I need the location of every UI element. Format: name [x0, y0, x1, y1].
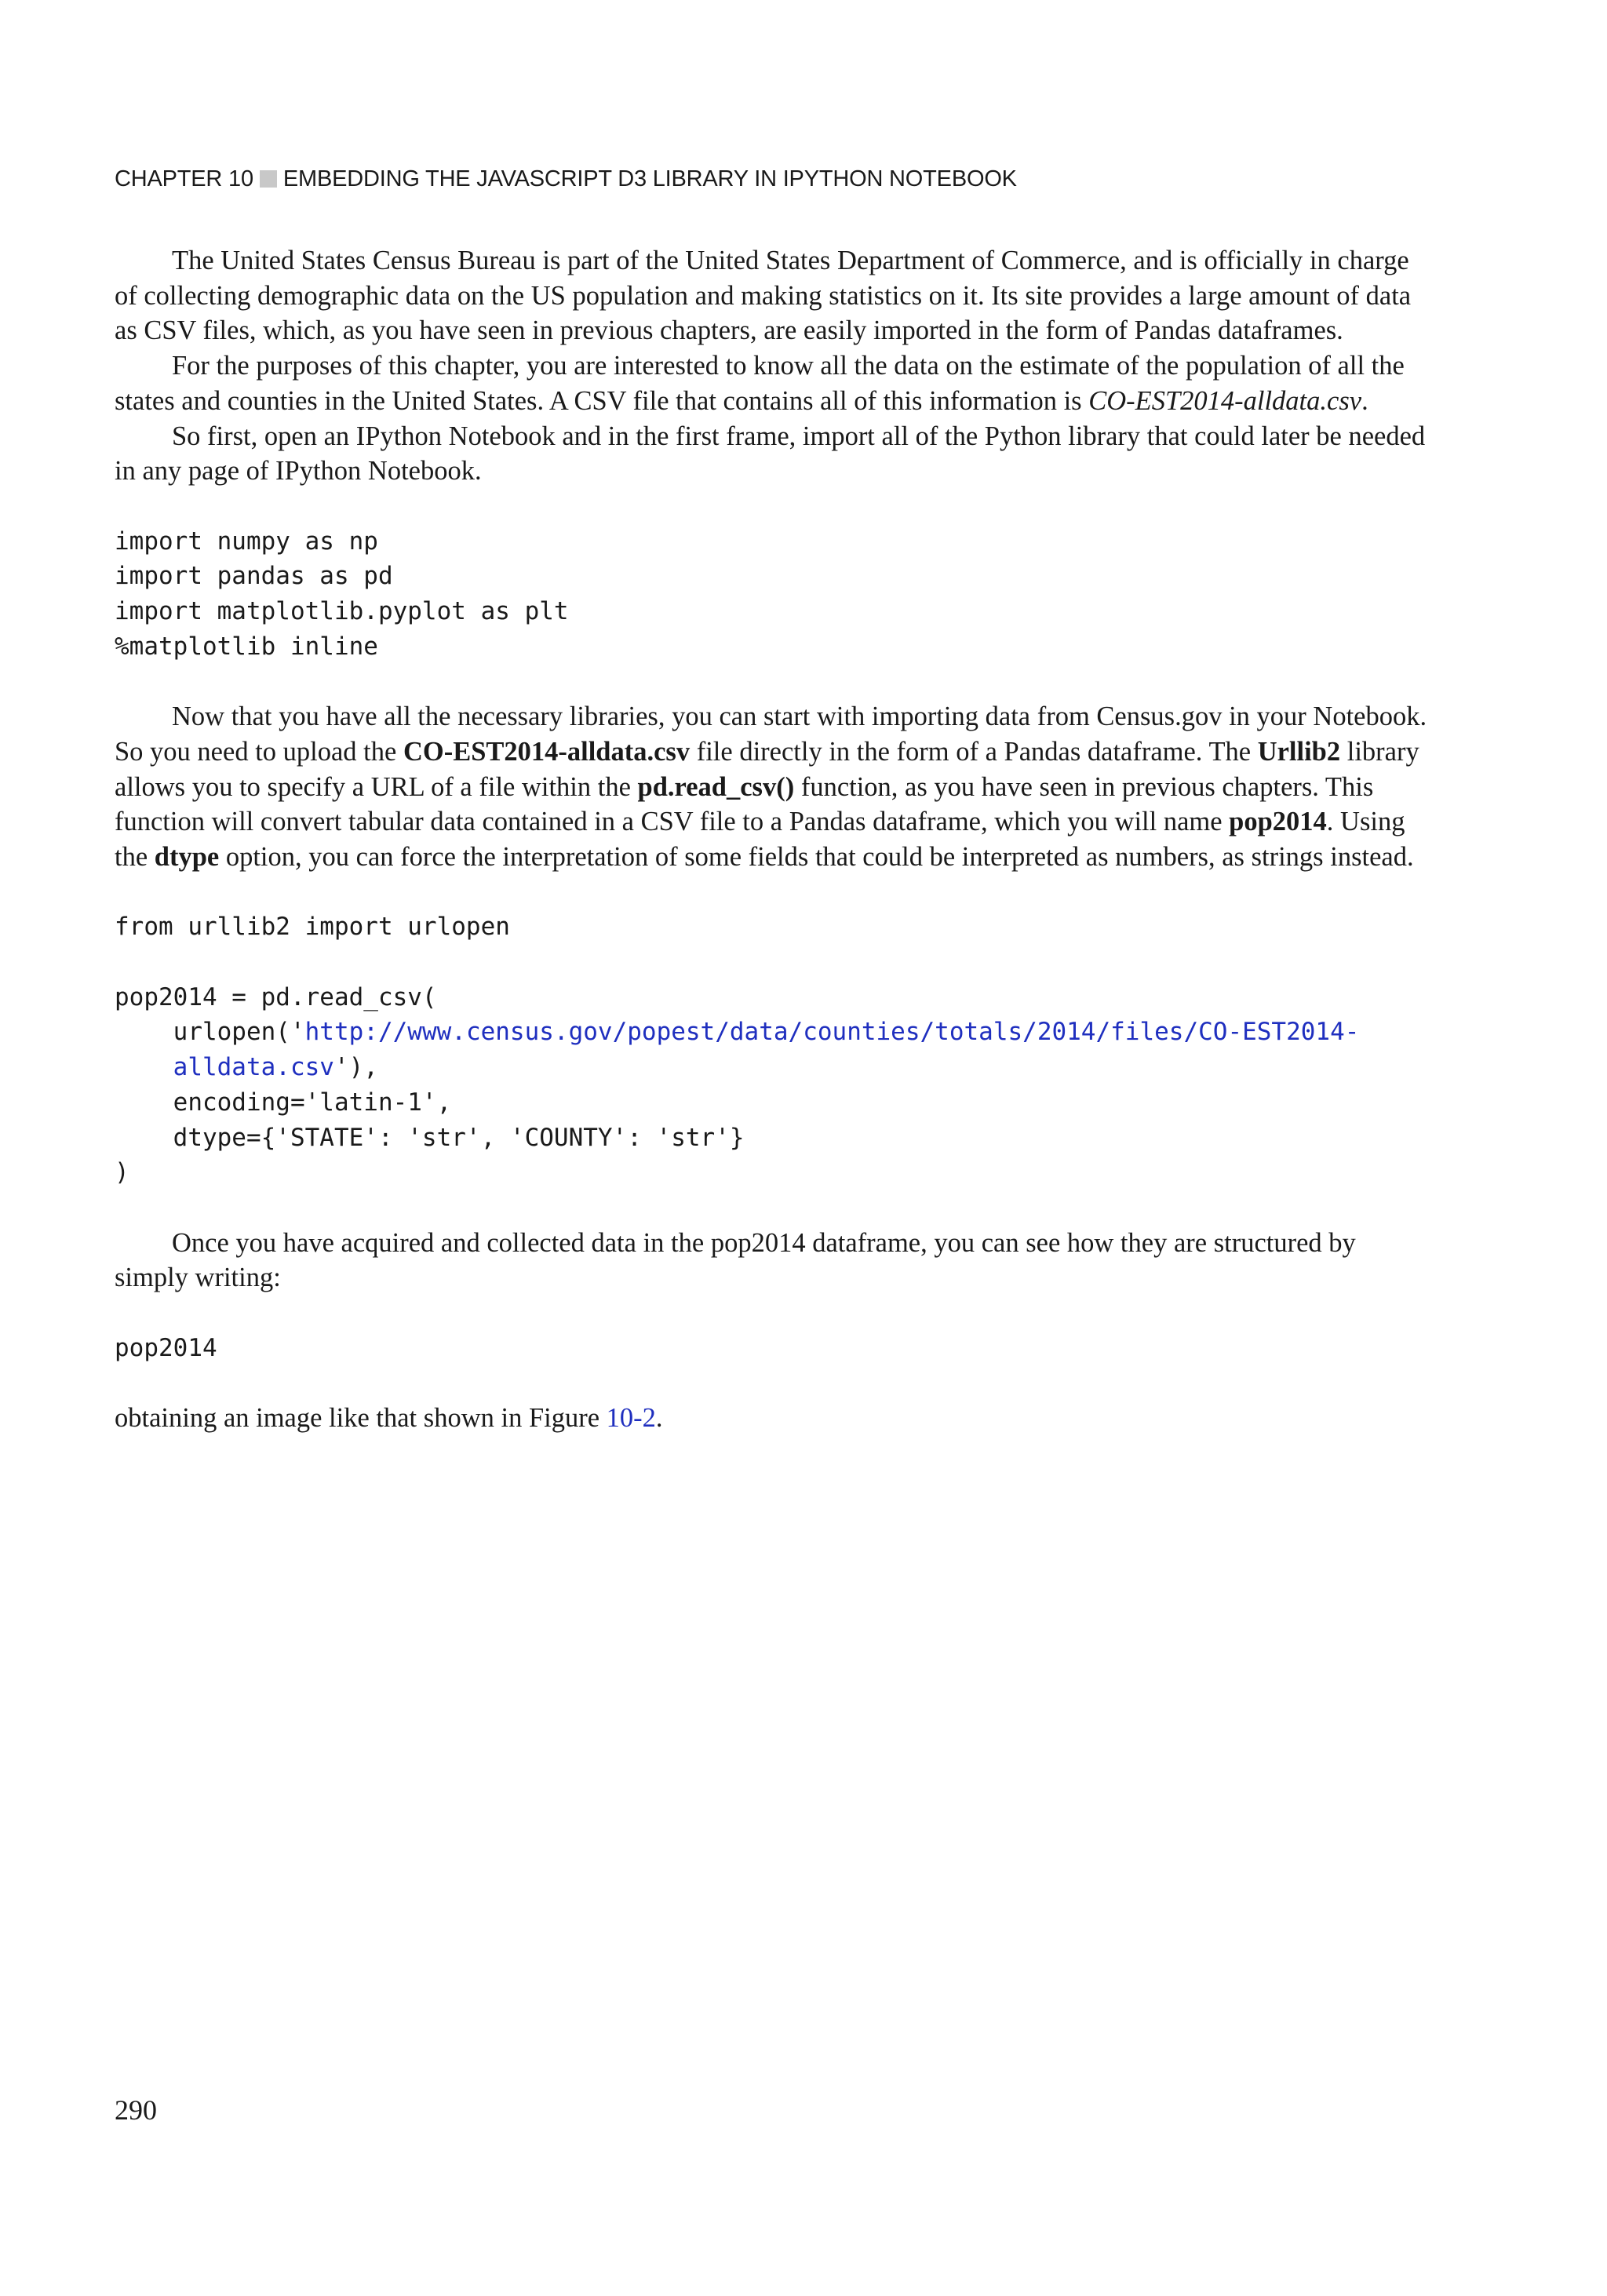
paragraph-open-notebook: So first, open an IPython Notebook and in the first frame, import all of the Python library that could later be needed in any page of IPython Notebook.: [115, 421, 1426, 487]
separator-square-icon: [260, 170, 277, 188]
code-line: encoding='latin-1',: [115, 1088, 452, 1117]
book-page: [115, 0, 1433, 2296]
bold-dtype: dtype: [154, 841, 220, 872]
filename-italic: CO-EST2014-alldata.csv: [1088, 385, 1362, 416]
code-line: import matplotlib.pyplot as plt: [115, 597, 569, 626]
running-head: [115, 166, 1017, 192]
census-url-link[interactable]: http://www.census.gov/popest/data/counties/totals/2014/files/CO-EST2014-: [304, 1018, 1360, 1047]
bold-read-csv: pd.read_csv(): [637, 771, 795, 802]
code-block-read-csv: [115, 909, 1433, 1190]
chapter-title: EMBEDDING THE JAVASCRIPT D3 LIBRARY IN IPYTHON NOTEBOOK: [282, 166, 1017, 191]
code-line: pop2014 = pd.read_csv(: [115, 982, 437, 1011]
code-line: %matplotlib inline: [115, 632, 378, 661]
bold-pop2014: pop2014: [1229, 807, 1327, 837]
chapter-label: CHAPTER 10: [115, 166, 253, 191]
paragraph-import-data: Now that you have all the necessary libraries, you can start with importing data from Census.gov in your Notebook. So you need to upload the CO-EST2014-alldata.csv file directly in the form of a Pandas dataframe. The Urllib2 library allows you to specify a URL of a file within the pd.read_csv() function, as you have seen in previous chapters. This function will convert tabular data contained in a CSV file to a Pandas dataframe, which you will name pop2014. Using the dtype option, you can force the interpretation of some fields that could be interpreted as numbers, as strings instead.: [115, 702, 1427, 872]
code-blank-line: [115, 945, 1433, 980]
code-block-imports: [115, 524, 1433, 665]
paragraph-census-bureau: The United States Census Bureau is part of the United States Department of Commerce, and is officially in charge of collecting demographic data on the US population and making statistics on it. Its site provides a large amount of data as CSV files, which, as you have seen in previous chapters, are easily imported in the form of Pandas dataframes.: [115, 246, 1412, 346]
paragraph-once-acquired: Once you have acquired and collected data in the pop2014 dataframe, you can see how they are structured by simply writing:: [115, 1227, 1356, 1293]
code-line: import pandas as pd: [115, 562, 393, 591]
code-line: dtype={'STATE': 'str', 'COUNTY': 'str'}: [115, 1123, 745, 1152]
figure-reference-link[interactable]: 10-2: [606, 1403, 656, 1434]
code-line: import numpy as np: [115, 527, 378, 556]
code-line: from urllib2 import urlopen: [115, 913, 510, 942]
code-line: ): [115, 1158, 129, 1187]
code-line: urlopen('http://www.census.gov/popest/data/counties/totals/2014/files/CO-EST2014-: [115, 1018, 1360, 1047]
paragraph-obtaining-image: obtaining an image like that shown in Figure 10-2.: [115, 1403, 663, 1434]
page-body: [115, 243, 1433, 1436]
bold-filename: CO-EST2014-alldata.csv: [403, 736, 691, 767]
census-url-link-continued[interactable]: alldata.csv: [173, 1053, 334, 1082]
page-number: 290: [115, 2094, 157, 2126]
bold-urllib2: Urllib2: [1257, 736, 1341, 767]
code-block-pop2014: [115, 1331, 1433, 1366]
code-line: pop2014: [115, 1333, 217, 1362]
paragraph-purposes: For the purposes of this chapter, you are interested to know all the data on the estimate of the population of all the states and counties in the United States. A CSV file that contains all of this information is CO-EST2014-alldata.csv.: [115, 351, 1405, 416]
code-line: alldata.csv'),: [173, 1053, 378, 1082]
